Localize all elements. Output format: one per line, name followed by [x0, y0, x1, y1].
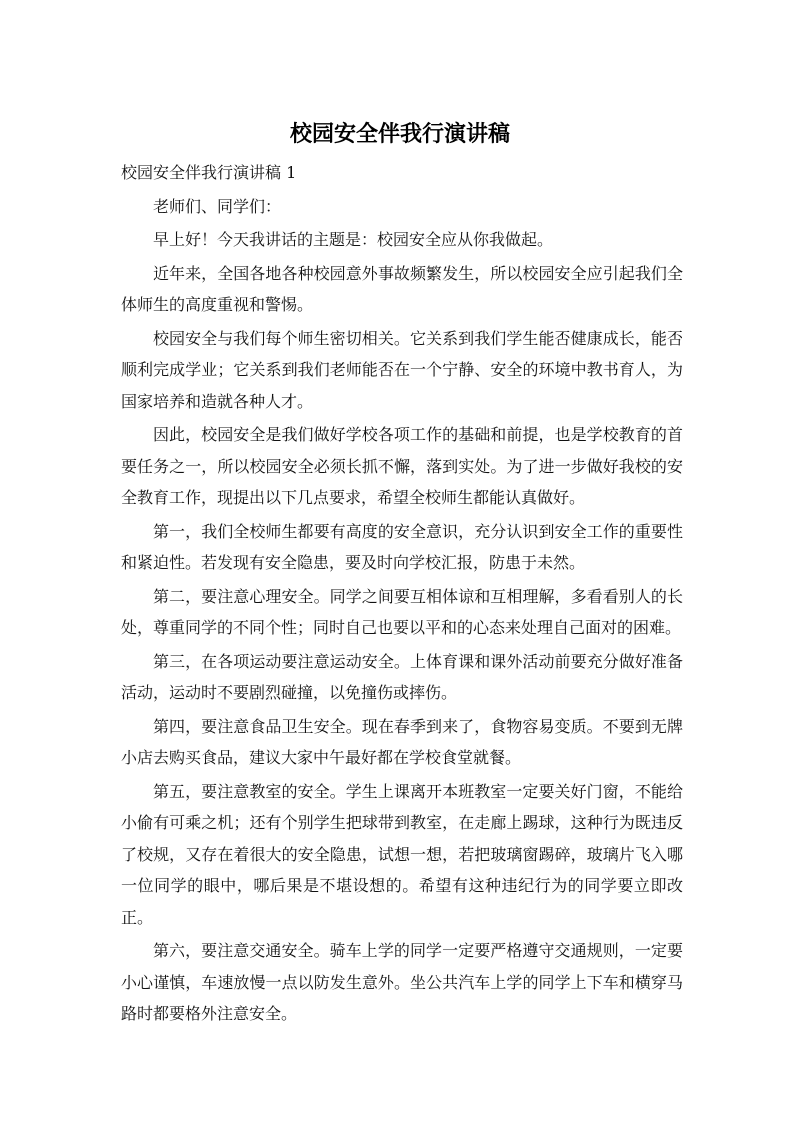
paragraph-point-5: 第五，要注意教室的安全。学生上课离开本班教室一定要关好门窗，不能给小偷有可乘之机；还有个别学生把球带到教室，在走廊上踢球，这种行为既违反了校规，又存在着很大的安全隐患，试想一想，若把玻璃窗踢碎，玻璃片飞入哪一位同学的眼中，哪后果是不堪设想的。希望有这种违纪行为的同学要立即改正。 [121, 781, 683, 927]
document-subtitle: 校园安全伴我行演讲稿 1 [121, 163, 297, 182]
paragraph-point-1: 第一，我们全校师生都要有高度的安全意识，充分认识到安全工作的重要性和紧迫性。若发现有安全隐患，要及时向学校汇报，防患于未然。 [121, 521, 683, 572]
paragraph-point-2: 第二，要注意心理安全。同学之间要互相体谅和互相理解，多看看别人的长处，尊重同学的不同个性；同时自己也要以平和的心态来处理自己面对的困难。 [121, 586, 683, 637]
paragraph: 校园安全与我们每个师生密切相关。它关系到我们学生能否健康成长，能否顺利完成学业；它关系到我们老师能否在一个宁静、安全的环境中教书育人，为国家培养和造就各种人才。 [121, 328, 683, 411]
paragraph: 近年来，全国各地各种校园意外事故频繁发生，所以校园安全应引起我们全体师生的高度重视和警惕。 [121, 263, 683, 314]
paragraph-point-3: 第三，在各项运动要注意运动安全。上体育课和课外活动前要充分做好准备活动，运动时不要剧烈碰撞，以免撞伤或摔伤。 [121, 651, 683, 702]
document-title: 校园安全伴我行演讲稿 [289, 122, 510, 147]
paragraph-point-4: 第四，要注意食品卫生安全。现在春季到来了，食物容易变质。不要到无牌小店去购买食品，建议大家中午最好都在学校食堂就餐。 [121, 716, 683, 767]
paragraph-greeting: 老师们、同学们： [153, 196, 282, 216]
paragraph-point-6: 第六，要注意交通安全。骑车上学的同学一定要严格遵守交通规则，一定要小心谨慎，车速放慢一点以防发生意外。坐公共汽车上学的同学上下车和横穿马路时都要格外注意安全。 [121, 941, 683, 1023]
document-body [121, 157, 683, 1032]
paragraph-opening: 早上好！今天我讲话的主题是：校园安全应从你我做起。 [153, 230, 554, 249]
paragraph: 因此，校园安全是我们做好学校各项工作的基础和前提，也是学校教育的首要任务之一，所以校园安全必须长抓不懈，落到实处。为了进一步做好我校的安全教育工作，现提出以下几点要求，希望全校师生都能认真做好。 [121, 425, 683, 507]
